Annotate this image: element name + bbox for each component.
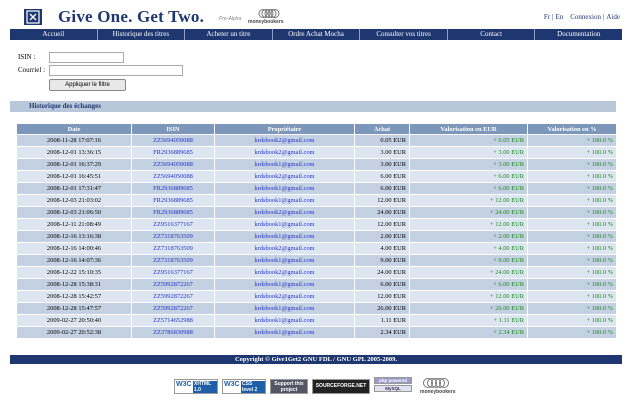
cell-valorisation-eur: + 6.00 EUR (410, 183, 528, 195)
table-header-row (17, 124, 617, 135)
cell-valorisation-pct: + 100.0 % (528, 243, 617, 255)
cell-isin-link[interactable]: ZZ5992872267 (132, 279, 215, 291)
cell-date: 2008-12-01 16:37:29 (17, 159, 132, 171)
xhtml-badge-text: XHTML 1.0 (193, 381, 217, 393)
support-project-badge[interactable]: Support this project (270, 379, 308, 394)
cell-achat: 6.00 EUR (355, 183, 410, 195)
column-header-achat[interactable]: Achat (355, 124, 410, 135)
cell-valorisation-eur: + 2.34 EUR (410, 327, 528, 339)
help-link[interactable]: Aide (606, 13, 620, 21)
cell-achat: 1.11 EUR (355, 315, 410, 327)
cell-valorisation-eur: + 3.00 EUR (410, 147, 528, 159)
cell-owner-link[interactable]: krdsbook2@gmail.com (215, 207, 355, 219)
courriel-label: Courriel : (18, 66, 46, 74)
cell-date: 2009-02-27 20:50:40 (17, 315, 132, 327)
cell-owner-link[interactable]: krdsbook1@gmail.com (215, 195, 355, 207)
site-logo-icon[interactable] (24, 9, 42, 25)
cell-isin-link[interactable]: ZZ9516377167 (132, 267, 215, 279)
cell-isin-link[interactable]: ZZ7318763509 (132, 255, 215, 267)
cell-isin-link[interactable]: FR2936889685 (132, 147, 215, 159)
cell-valorisation-pct: + 100.0 % (528, 303, 617, 315)
table-row (17, 207, 617, 219)
nav-ordre-achat[interactable]: Ordre Achat Mocha (273, 29, 361, 40)
cell-valorisation-pct: + 100.0 % (528, 171, 617, 183)
cell-date: 2008-12-01 16:45:51 (17, 171, 132, 183)
column-header-valorisation-pct[interactable]: Valorisation en % (528, 124, 617, 135)
table-row (17, 279, 617, 291)
column-header-date[interactable]: Date (17, 124, 132, 135)
cell-isin-link[interactable]: ZZ7318763509 (132, 231, 215, 243)
cell-valorisation-eur: + 1.11 EUR (410, 315, 528, 327)
cell-achat: 4.00 EUR (355, 243, 410, 255)
php-powered-badge[interactable]: php powered (374, 377, 412, 384)
cell-valorisation-pct: + 100.0 % (528, 279, 617, 291)
table-row (17, 327, 617, 339)
cell-date: 2008-12-03 21:06:50 (17, 207, 132, 219)
isin-input[interactable] (49, 52, 124, 63)
w3c-logo-text: W3C (176, 381, 192, 388)
link-separator: | (602, 13, 605, 21)
cell-isin-link[interactable]: ZZ5694050088 (132, 171, 215, 183)
cell-date: 2008-12-16 14:00:46 (17, 243, 132, 255)
login-link[interactable]: Connexion (570, 13, 601, 21)
lang-fr-link[interactable]: Fr (543, 13, 551, 21)
column-header-owner[interactable]: Propriétaire (215, 124, 355, 135)
cell-valorisation-eur: + 24.00 EUR (410, 207, 528, 219)
cell-achat: 6.00 EUR (355, 171, 410, 183)
cell-valorisation-pct: + 100.0 % (528, 315, 617, 327)
cell-date: 2008-12-03 21:03:02 (17, 195, 132, 207)
cell-date: 2008-12-28 15:47:57 (17, 303, 132, 315)
table-row (17, 147, 617, 159)
cell-owner-link[interactable]: krdsbook2@gmail.com (215, 267, 355, 279)
cell-achat: 12.00 EUR (355, 219, 410, 231)
cell-owner-link[interactable]: krdsbook1@gmail.com (215, 315, 355, 327)
section-title: Historique des échanges (10, 101, 616, 112)
cell-achat: 26.00 EUR (355, 303, 410, 315)
cell-achat: 6.00 EUR (355, 279, 410, 291)
cell-owner-link[interactable]: krdsbook1@gmail.com (215, 183, 355, 195)
column-header-isin[interactable]: ISIN (132, 124, 215, 135)
table-row (17, 183, 617, 195)
cell-achat: 0.05 EUR (355, 135, 410, 147)
mysql-badge[interactable]: MySQL (374, 385, 412, 392)
cell-date: 2008-12-01 17:31:47 (17, 183, 132, 195)
cell-isin-link[interactable]: ZZ5714652988 (132, 315, 215, 327)
cell-achat: 3.00 EUR (355, 159, 410, 171)
footer-copyright: Copyright © Give1Get2 GNU FDL / GNU GPL 2005-2009. (10, 355, 622, 364)
cell-owner-link[interactable]: krdsbook2@gmail.com (215, 171, 355, 183)
cell-date: 2008-12-22 15:10:35 (17, 267, 132, 279)
cell-date: 2008-12-16 14:07:36 (17, 255, 132, 267)
cell-valorisation-pct: + 100.0 % (528, 255, 617, 267)
cell-owner-link[interactable]: krdsbook1@gmail.com (215, 219, 355, 231)
history-table-container (16, 123, 616, 339)
w3c-xhtml-badge[interactable] (174, 379, 218, 394)
table-row (17, 243, 617, 255)
cell-valorisation-eur: + 26.00 EUR (410, 303, 528, 315)
table-body (17, 135, 617, 339)
moneybookers-circles-icon (258, 8, 284, 19)
table-row (17, 219, 617, 231)
site-header (10, 6, 622, 28)
table-row (17, 195, 617, 207)
cell-valorisation-pct: + 100.0 % (528, 135, 617, 147)
table-row (17, 171, 617, 183)
sourceforge-badge[interactable]: SOURCEFORGE.NET (312, 379, 370, 394)
cell-owner-link[interactable]: krdsbook1@gmail.com (215, 255, 355, 267)
table-row (17, 267, 617, 279)
cell-valorisation-eur: + 12.00 EUR (410, 291, 528, 303)
table-row (17, 303, 617, 315)
cell-valorisation-eur: + 0.05 EUR (410, 135, 528, 147)
cell-isin-link[interactable]: ZZ3786830988 (132, 327, 215, 339)
cell-date: 2008-12-28 15:42:57 (17, 291, 132, 303)
cell-isin-link[interactable]: FR2936889685 (132, 195, 215, 207)
nav-accueil[interactable]: Accueil (10, 29, 98, 40)
cell-valorisation-pct: + 100.0 % (528, 159, 617, 171)
nav-contact[interactable]: Contact (448, 29, 536, 40)
cell-isin-link[interactable]: ZZ5992872267 (132, 291, 215, 303)
css-badge-text: CSS level 2 (241, 381, 265, 393)
table-row (17, 315, 617, 327)
cell-isin-link[interactable]: ZZ9516377167 (132, 219, 215, 231)
cell-isin-link[interactable]: ZZ7318763509 (132, 243, 215, 255)
cell-valorisation-pct: + 100.0 % (528, 231, 617, 243)
lang-en-link[interactable]: En (555, 13, 564, 21)
cell-valorisation-eur: + 4.00 EUR (410, 243, 528, 255)
cell-achat: 3.00 EUR (355, 147, 410, 159)
cell-achat: 24.00 EUR (355, 267, 410, 279)
w3c-logo-text: W3C (224, 381, 240, 388)
cell-owner-link[interactable]: krdsbook2@gmail.com (215, 291, 355, 303)
main-nav (10, 29, 622, 40)
cell-achat: 12.00 EUR (355, 291, 410, 303)
cell-date: 2009-02-27 20:52:38 (17, 327, 132, 339)
table-row (17, 159, 617, 171)
link-separator: | (552, 13, 554, 21)
cell-achat: 24.00 EUR (355, 207, 410, 219)
cell-valorisation-pct: + 100.0 % (528, 267, 617, 279)
nav-consulter[interactable]: Consulter vos titres (360, 29, 448, 40)
cell-achat: 2.34 EUR (355, 327, 410, 339)
cell-valorisation-pct: + 100.0 % (528, 327, 617, 339)
moneybookers-badge-text: moneybookers (420, 389, 456, 395)
filter-form (18, 50, 218, 94)
apply-filter-button[interactable]: Appliquer le filtre (49, 79, 126, 91)
site-title[interactable]: Give One. Get Two. (58, 7, 205, 26)
cell-date: 2008-12-01 13:36:15 (17, 147, 132, 159)
moneybookers-circles-icon (422, 377, 452, 389)
cell-valorisation-eur: + 9.00 EUR (410, 255, 528, 267)
cell-owner-link[interactable]: krdsbook1@gmail.com (215, 279, 355, 291)
column-header-valorisation-eur[interactable]: Valorisation en EUR (410, 124, 528, 135)
cell-valorisation-eur: + 2.00 EUR (410, 231, 528, 243)
cell-valorisation-eur: + 12.00 EUR (410, 219, 528, 231)
cell-valorisation-pct: + 100.0 % (528, 147, 617, 159)
cell-owner-link[interactable]: krdsbook2@gmail.com (215, 135, 355, 147)
cell-isin-link[interactable]: ZZ5694050088 (132, 135, 215, 147)
history-table (16, 123, 617, 339)
cell-owner-link[interactable]: krdsbook2@gmail.com (215, 147, 355, 159)
table-row (17, 231, 617, 243)
cell-achat: 2.00 EUR (355, 231, 410, 243)
cell-achat: 12.00 EUR (355, 195, 410, 207)
cell-owner-link[interactable]: krdsbook2@gmail.com (215, 243, 355, 255)
cell-valorisation-eur: + 6.00 EUR (410, 279, 528, 291)
cell-isin-link[interactable]: ZZ5694050088 (132, 159, 215, 171)
cell-owner-link[interactable]: krdsbook1@gmail.com (215, 159, 355, 171)
cell-valorisation-pct: + 100.0 % (528, 291, 617, 303)
footer-badges (174, 375, 474, 395)
cell-achat: 9.00 EUR (355, 255, 410, 267)
cell-valorisation-eur: + 3.00 EUR (410, 159, 528, 171)
cell-valorisation-pct: + 100.0 % (528, 207, 617, 219)
cell-date: 2008-12-28 15:38:31 (17, 279, 132, 291)
cell-owner-link[interactable]: krdsbook1@gmail.com (215, 303, 355, 315)
cell-isin-link[interactable]: FR2936889685 (132, 183, 215, 195)
cell-valorisation-pct: + 100.0 % (528, 195, 617, 207)
beta-label: Pre-Alpha (219, 16, 242, 22)
table-row (17, 255, 617, 267)
w3c-css-badge[interactable] (222, 379, 266, 394)
moneybookers-text: moneybookers (248, 19, 284, 25)
cell-owner-link[interactable]: krdsbook1@gmail.com (215, 327, 355, 339)
top-links (544, 13, 620, 21)
courriel-input[interactable] (49, 65, 183, 76)
cell-isin-link[interactable]: FR2936889685 (132, 207, 215, 219)
moneybookers-logo (248, 8, 298, 26)
cell-valorisation-pct: + 100.0 % (528, 183, 617, 195)
cell-date: 2008-12-11 21:08:49 (17, 219, 132, 231)
cell-date: 2008-12-16 13:16:38 (17, 231, 132, 243)
cell-owner-link[interactable]: krdsbook1@gmail.com (215, 231, 355, 243)
cell-valorisation-pct: + 100.0 % (528, 219, 617, 231)
cell-valorisation-eur: + 24.00 EUR (410, 267, 528, 279)
moneybookers-badge[interactable] (418, 377, 458, 395)
cell-valorisation-eur: + 6.00 EUR (410, 171, 528, 183)
nav-historique[interactable]: Historique des titres (98, 29, 186, 40)
cell-date: 2008-11-28 17:07:16 (17, 135, 132, 147)
nav-acheter[interactable]: Acheter un titre (185, 29, 273, 40)
cell-valorisation-eur: + 12.00 EUR (410, 195, 528, 207)
isin-label: ISIN : (18, 53, 36, 61)
cell-isin-link[interactable]: ZZ5992872267 (132, 303, 215, 315)
table-row (17, 135, 617, 147)
nav-documentation[interactable]: Documentation (557, 30, 601, 38)
table-row (17, 291, 617, 303)
